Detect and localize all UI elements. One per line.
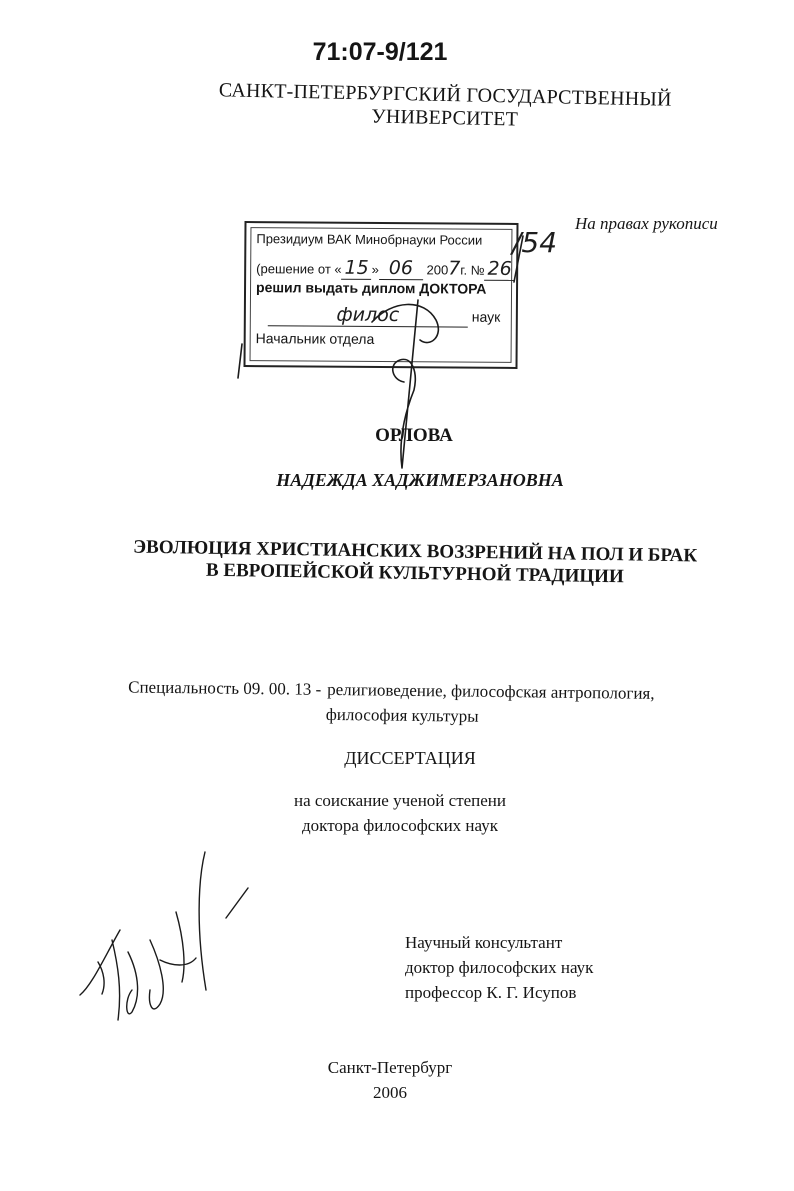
degree-line-1: на соискание ученой степени [293,791,507,810]
stamp-field-handwritten: филос [268,303,468,327]
stamp-diploma-line: решил выдать диплом ДОКТОРА [255,279,487,297]
stamp-field-suffix: наук [471,308,501,325]
consultant-block [405,930,685,1005]
stamp-presidium-line: Президиум ВАК Минобрнауки России [256,231,483,248]
degree-line-2: доктора философских наук [302,816,498,835]
stamp-year-prefix: 200 [426,262,449,278]
stamp-number-label: г. № [460,262,485,278]
stamp-left-tick [238,344,242,378]
degree-block [250,788,550,838]
stamp-month-handwritten: 06 [379,257,423,280]
author-name: НАДЕЖДА ХАДЖИМЕРЗАНОВНА [276,470,564,490]
specialty-code: Специальность 09. 00. 13 - [128,677,322,699]
specialty-block [128,674,709,731]
stamp-field-line [256,303,508,328]
stamp-quote-close: » [371,261,379,277]
vak-stamp [243,221,518,369]
specialty-fields-line-2: философия культуры [325,704,479,726]
title-line-2: В ЕВРОПЕЙСКОЙ КУЛЬТУРНОЙ ТРАДИЦИИ [205,559,624,588]
catalog-number: 71:07-9/121 [312,38,448,66]
consultant-degree: доктор философских наук [405,958,594,977]
dissertation-title [120,536,711,589]
university-name: САНКТ-ПЕТЕРБУРГСКИЙ ГОСУДАРСТВЕННЫЙ УНИВЕРСИТЕТ [218,79,672,131]
stamp-number-handwritten: 26 [485,258,515,281]
stamp-decision-line [256,256,515,281]
consultant-role: Научный консультант [405,933,563,952]
stamp-head-of-department: Начальник отдела [255,330,375,347]
author-surname: ОРЛОВА [375,425,453,446]
place-and-year [290,1055,490,1105]
stamp-day-handwritten: 15 [342,257,372,280]
stamp-year-handwritten: 7 [448,257,461,280]
consultant-name: профессор К. Г. Исупов [405,983,577,1002]
year: 2006 [373,1083,407,1102]
author-signature [80,852,248,1020]
document-type: ДИССЕРТАЦИЯ [344,748,476,768]
title-line-1: ЭВОЛЮЦИЯ ХРИСТИАНСКИХ ВОЗЗРЕНИЙ НА ПОЛ И БРАК [133,536,698,567]
manuscript-note: На правах рукописи [575,214,718,233]
city: Санкт-Петербург [327,1058,453,1077]
specialty-fields-line-1: религиоведение, философская антропология, [327,679,655,703]
stamp-decision-prefix: (решение от « [256,261,342,277]
stamp-margin-note-handwritten: /54 [512,226,558,259]
